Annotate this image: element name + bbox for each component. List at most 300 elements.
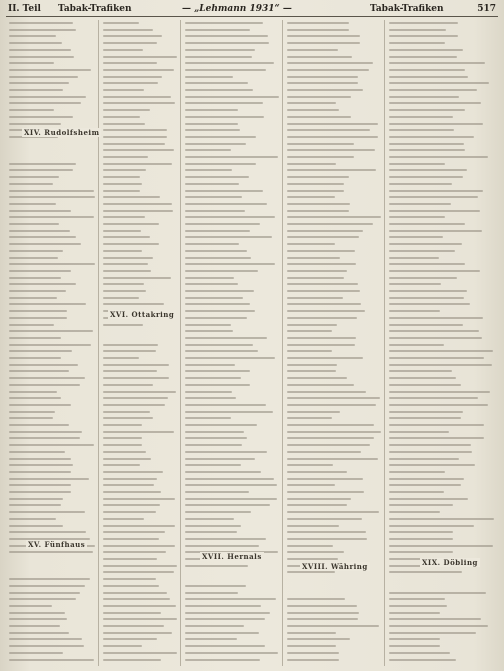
address-entry-line	[389, 330, 479, 332]
address-entry-line	[9, 123, 61, 125]
address-entry-line	[9, 511, 85, 513]
address-entry-line	[287, 109, 339, 111]
address-entry-line	[287, 283, 358, 285]
address-entry-line	[9, 391, 57, 393]
address-entry-line	[287, 129, 370, 131]
address-entry-line	[389, 437, 484, 439]
address-entry-line	[185, 123, 238, 125]
address-entry-line	[389, 518, 494, 520]
address-entry-line	[9, 525, 63, 527]
address-entry-line	[103, 344, 158, 346]
address-entry-line	[389, 169, 467, 171]
address-entry-line	[103, 397, 168, 399]
address-entry-line	[389, 49, 463, 51]
address-entry-line	[185, 96, 279, 98]
address-entry-line	[9, 250, 63, 252]
address-entry-line	[389, 344, 444, 346]
address-entry-line	[185, 417, 231, 419]
address-entry-line	[287, 391, 366, 393]
address-entry-line	[287, 659, 339, 661]
address-entry-line	[9, 404, 71, 406]
section-heading-ottakring: XVI. Ottakring	[110, 310, 175, 319]
address-entry-line	[185, 190, 263, 192]
address-entry-line	[185, 183, 239, 185]
address-entry-line	[9, 618, 67, 620]
address-entry-line	[287, 102, 336, 104]
address-entry-line	[103, 203, 172, 205]
address-entry-line	[389, 102, 481, 104]
address-entry-line	[9, 203, 56, 205]
address-entry-line	[389, 277, 457, 279]
address-entry-line	[9, 35, 56, 37]
address-entry-line	[185, 49, 255, 51]
address-entry-line	[185, 565, 248, 567]
address-entry-line	[389, 638, 440, 640]
address-entry-line	[389, 451, 472, 453]
address-entry-line	[185, 357, 275, 359]
address-entry-line	[185, 464, 241, 466]
address-entry-line	[9, 270, 71, 272]
address-entry-line	[287, 364, 337, 366]
address-entry-line	[9, 518, 56, 520]
address-entry-line	[389, 424, 484, 426]
address-entry-line	[103, 250, 142, 252]
address-entry-line	[185, 277, 234, 279]
address-entry-line	[9, 109, 54, 111]
address-entry-line	[9, 69, 91, 71]
address-entry-line	[389, 370, 452, 372]
address-entry-line	[103, 571, 174, 573]
address-entry-line	[103, 76, 162, 78]
address-entry-line	[185, 618, 265, 620]
address-entry-line	[185, 605, 261, 607]
address-entry-line	[185, 659, 260, 661]
address-entry-line	[103, 545, 175, 547]
address-entry-line	[9, 230, 70, 232]
address-entry-line	[103, 411, 150, 413]
address-entry-line	[9, 277, 61, 279]
address-entry-line	[287, 638, 350, 640]
address-entry-line	[389, 303, 470, 305]
address-entry-line	[185, 290, 254, 292]
address-entry-line	[9, 102, 81, 104]
address-entry-line	[287, 136, 378, 138]
address-entry-line	[9, 263, 95, 265]
address-entry-line	[9, 437, 80, 439]
address-entry-line	[185, 404, 266, 406]
address-entry-line	[9, 645, 84, 647]
address-entry-line	[9, 176, 59, 178]
address-entry-line	[389, 538, 453, 540]
address-entry-line	[389, 464, 475, 466]
address-entry-line	[103, 42, 157, 44]
address-entry-line	[185, 42, 269, 44]
address-entry-line	[287, 156, 354, 158]
address-entry-line	[287, 82, 358, 84]
address-entry-line	[389, 491, 444, 493]
address-entry-line	[185, 504, 270, 506]
address-entry-line	[287, 42, 360, 44]
address-entry-line	[103, 303, 164, 305]
address-entry-line	[9, 116, 73, 118]
publication-title: — „Lehmann 1931“ —	[182, 4, 292, 14]
address-entry-line	[287, 605, 357, 607]
address-entry-line	[287, 223, 373, 225]
page-header	[6, 2, 498, 17]
address-entry-line	[103, 444, 142, 446]
address-entry-line	[103, 458, 151, 460]
address-entry-line	[185, 531, 237, 533]
address-entry-line	[389, 42, 445, 44]
address-entry-line	[389, 190, 483, 192]
address-entry-line	[389, 62, 485, 64]
address-entry-line	[9, 578, 90, 580]
address-entry-line	[287, 417, 332, 419]
address-entry-line	[9, 350, 72, 352]
address-entry-line	[389, 310, 440, 312]
address-entry-line	[9, 592, 80, 594]
address-entry-line	[287, 236, 359, 238]
address-entry-line	[9, 42, 62, 44]
address-entry-line	[389, 123, 483, 125]
address-entry-line	[9, 625, 60, 627]
address-entry-line	[103, 109, 150, 111]
address-entry-line	[103, 364, 169, 366]
address-entry-line	[287, 337, 356, 339]
address-entry-line	[9, 377, 85, 379]
address-entry-line	[287, 169, 376, 171]
address-entry-line	[103, 551, 166, 553]
address-entry-line	[389, 129, 454, 131]
address-entry-line	[389, 471, 445, 473]
address-entry-line	[185, 511, 251, 513]
address-entry-line	[287, 290, 360, 292]
address-entry-line	[287, 431, 381, 433]
address-entry-line	[389, 545, 493, 547]
address-entry-line	[103, 484, 154, 486]
address-entry-line	[287, 531, 366, 533]
address-entry-line	[389, 156, 488, 158]
address-entry-line	[287, 257, 340, 259]
address-entry-line	[103, 136, 167, 138]
address-entry-line	[389, 263, 465, 265]
address-entry-line	[103, 29, 153, 31]
address-entry-line	[185, 62, 274, 64]
address-entry-line	[389, 592, 486, 594]
address-entry-line	[185, 598, 276, 600]
address-entry-line	[287, 598, 345, 600]
address-entry-line	[287, 558, 338, 560]
address-entry-line	[9, 257, 58, 259]
address-entry-line	[389, 511, 440, 513]
address-entry-line	[389, 598, 445, 600]
address-entry-line	[389, 317, 483, 319]
address-entry-line	[389, 525, 474, 527]
address-entry-line	[185, 76, 233, 78]
address-entry-line	[389, 384, 461, 386]
address-entry-line	[389, 243, 462, 245]
address-entry-line	[9, 196, 95, 198]
address-entry-line	[287, 250, 355, 252]
address-entry-line	[103, 625, 164, 627]
address-entry-line	[287, 29, 349, 31]
address-entry-line	[103, 324, 143, 326]
address-entry-line	[9, 236, 76, 238]
address-entry-line	[185, 283, 238, 285]
address-entry-line	[389, 69, 465, 71]
address-entry-line	[9, 484, 71, 486]
address-entry-line	[287, 243, 335, 245]
address-entry-line	[103, 645, 142, 647]
section-heading-hernals: XVII. Hernals	[202, 552, 262, 561]
address-entry-line	[389, 283, 441, 285]
address-entry-line	[9, 49, 71, 51]
address-entry-line	[389, 659, 456, 661]
address-entry-line	[185, 538, 266, 540]
address-entry-line	[9, 632, 69, 634]
address-entry-line	[9, 585, 85, 587]
address-entry-line	[9, 210, 71, 212]
address-entry-line	[185, 377, 241, 379]
address-entry-line	[185, 384, 250, 386]
address-entry-line	[9, 337, 61, 339]
address-entry-line	[185, 411, 273, 413]
address-entry-line	[103, 156, 148, 158]
address-entry-line	[185, 223, 260, 225]
address-entry-line	[185, 592, 238, 594]
address-entry-line	[287, 76, 358, 78]
address-entry-line	[287, 545, 333, 547]
address-entry-line	[185, 491, 249, 493]
address-entry-line	[389, 391, 490, 393]
address-entry-line	[389, 612, 440, 614]
address-entry-line	[9, 638, 82, 640]
address-entry-line	[287, 176, 349, 178]
address-entry-line	[103, 659, 161, 661]
address-entry-line	[103, 451, 146, 453]
address-entry-line	[389, 176, 463, 178]
address-entry-line	[9, 397, 61, 399]
address-entry-line	[185, 56, 252, 58]
address-entry-line	[287, 263, 356, 265]
address-entry-line	[103, 223, 159, 225]
address-entry-line	[389, 223, 465, 225]
address-entry-line	[103, 404, 165, 406]
address-entry-line	[185, 545, 259, 547]
address-entry-line	[103, 357, 139, 359]
address-entry-line	[103, 370, 157, 372]
address-column-2	[100, 20, 181, 666]
address-entry-line	[185, 431, 244, 433]
address-entry-line	[185, 196, 242, 198]
address-entry-line	[185, 257, 251, 259]
address-entry-line	[185, 498, 277, 500]
address-entry-line	[287, 491, 364, 493]
address-entry-line	[287, 511, 379, 513]
address-entry-line	[389, 143, 464, 145]
left-running-title: Tabak-Trafiken	[58, 4, 132, 14]
address-entry-line	[103, 96, 171, 98]
address-entry-line	[9, 62, 54, 64]
address-entry-line	[9, 424, 69, 426]
address-entry-line	[103, 257, 153, 259]
address-entry-line	[185, 303, 250, 305]
address-entry-line	[185, 203, 267, 205]
address-entry-line	[287, 310, 365, 312]
address-entry-line	[389, 458, 459, 460]
address-entry-line	[185, 478, 274, 480]
address-entry-line	[287, 35, 360, 37]
address-entry-line	[185, 163, 256, 165]
address-entry-line	[103, 391, 176, 393]
address-entry-line	[9, 471, 71, 473]
address-entry-line	[9, 243, 81, 245]
address-entry-line	[103, 176, 140, 178]
address-entry-line	[9, 451, 65, 453]
address-entry-line	[103, 350, 156, 352]
address-entry-line	[103, 22, 139, 24]
address-entry-line	[103, 585, 159, 587]
address-entry-line	[9, 357, 61, 359]
address-entry-line	[287, 69, 369, 71]
address-entry-line	[185, 143, 246, 145]
address-entry-line	[287, 437, 374, 439]
address-entry-line	[185, 317, 247, 319]
address-entry-line	[287, 190, 344, 192]
address-entry-line	[287, 303, 361, 305]
address-entry-line	[287, 525, 339, 527]
address-entry-line	[185, 652, 278, 654]
address-entry-line	[103, 478, 157, 480]
address-entry-line	[389, 210, 480, 212]
address-entry-line	[389, 29, 446, 31]
section-heading-rudolfsheim: XIV. Rudolfsheim	[24, 128, 100, 137]
address-entry-line	[389, 270, 480, 272]
address-entry-line	[103, 578, 156, 580]
address-entry-line	[287, 551, 344, 553]
address-entry-line	[287, 370, 336, 372]
address-entry-line	[185, 612, 270, 614]
address-entry-line	[287, 411, 340, 413]
address-entry-line	[103, 236, 150, 238]
address-entry-line	[103, 518, 144, 520]
address-entry-line	[287, 571, 335, 573]
section-heading-doebling: XIX. Döbling	[422, 558, 478, 567]
address-entry-line	[103, 62, 157, 64]
address-entry-line	[287, 504, 347, 506]
address-entry-line	[389, 216, 445, 218]
address-entry-line	[287, 404, 376, 406]
address-entry-line	[103, 129, 167, 131]
address-entry-line	[103, 183, 142, 185]
address-entry-line	[185, 236, 272, 238]
address-entry-line	[103, 210, 173, 212]
address-entry-line	[389, 89, 477, 91]
address-entry-line	[287, 203, 350, 205]
address-entry-line	[103, 592, 167, 594]
address-entry-line	[185, 471, 261, 473]
address-entry-line	[389, 136, 474, 138]
address-entry-line	[389, 324, 463, 326]
address-entry-line	[287, 230, 363, 232]
address-entry-line	[103, 82, 158, 84]
address-entry-line	[9, 330, 93, 332]
address-entry-line	[185, 216, 275, 218]
address-entry-line	[389, 571, 462, 573]
address-entry-line	[9, 464, 73, 466]
address-entry-line	[9, 431, 82, 433]
address-entry-line	[103, 618, 177, 620]
address-entry-line	[389, 397, 478, 399]
address-entry-line	[9, 283, 76, 285]
address-entry-line	[389, 96, 459, 98]
section-heading-waehring: XVIII. Währing	[302, 562, 368, 571]
address-entry-line	[287, 196, 335, 198]
address-entry-line	[9, 364, 78, 366]
address-entry-line	[287, 210, 349, 212]
address-entry-line	[287, 49, 338, 51]
address-entry-line	[287, 377, 347, 379]
address-entry-line	[287, 22, 349, 24]
address-entry-line	[185, 69, 266, 71]
address-entry-line	[103, 384, 153, 386]
address-entry-line	[103, 531, 165, 533]
address-entry-line	[287, 498, 351, 500]
address-entry-line	[389, 377, 456, 379]
address-entry-line	[185, 136, 256, 138]
address-entry-line	[103, 243, 159, 245]
address-entry-line	[103, 297, 139, 299]
address-entry-line	[103, 196, 160, 198]
address-entry-line	[9, 444, 94, 446]
address-entry-line	[287, 652, 339, 654]
address-entry-line	[389, 357, 484, 359]
address-entry-line	[9, 344, 91, 346]
address-entry-line	[287, 277, 344, 279]
address-entry-line	[389, 203, 451, 205]
address-entry-line	[103, 89, 144, 91]
address-entry-line	[287, 183, 344, 185]
address-entry-line	[185, 632, 259, 634]
address-entry-line	[389, 250, 455, 252]
address-entry-line	[9, 498, 63, 500]
address-entry-line	[389, 76, 468, 78]
address-entry-line	[389, 417, 461, 419]
address-entry-line	[389, 109, 465, 111]
address-entry-line	[287, 484, 335, 486]
address-entry-line	[9, 89, 63, 91]
address-entry-line	[389, 478, 464, 480]
address-entry-line	[9, 551, 93, 553]
address-entry-line	[185, 364, 235, 366]
address-entry-line	[389, 230, 482, 232]
address-entry-line	[185, 444, 242, 446]
address-entry-line	[9, 82, 69, 84]
address-entry-line	[185, 350, 258, 352]
address-entry-line	[103, 498, 175, 500]
address-entry-line	[389, 82, 489, 84]
address-entry-line	[287, 324, 337, 326]
address-entry-line	[185, 625, 244, 627]
address-entry-line	[287, 350, 332, 352]
address-entry-line	[185, 297, 243, 299]
address-entry-line	[185, 310, 255, 312]
address-entry-line	[185, 210, 245, 212]
address-entry-line	[103, 652, 177, 654]
address-entry-line	[9, 411, 55, 413]
address-entry-line	[185, 230, 250, 232]
address-entry-line	[185, 391, 232, 393]
